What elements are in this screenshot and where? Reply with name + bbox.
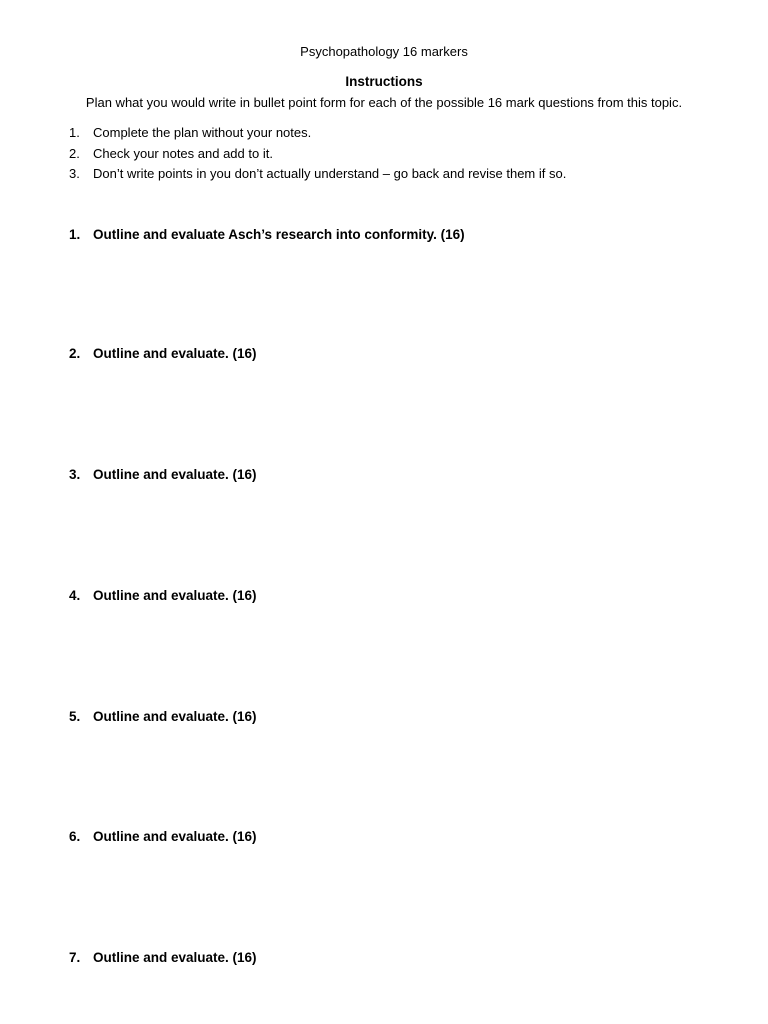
- step-text: Complete the plan without your notes.: [93, 125, 312, 140]
- question-text: Outline and evaluate Asch’s research into conformity. (16): [93, 227, 465, 242]
- question-item: [69, 345, 257, 363]
- instruction-step: [69, 124, 311, 142]
- instructions-heading: Instructions: [345, 74, 423, 89]
- question-text: Outline and evaluate. (16): [93, 709, 257, 724]
- question-text: Outline and evaluate. (16): [93, 829, 257, 844]
- instructions-intro: Plan what you would write in bullet point form for each of the possible 16 mark questions from this topic.: [85, 95, 683, 110]
- question-text: Outline and evaluate. (16): [93, 467, 257, 482]
- question-text: Outline and evaluate. (16): [93, 346, 257, 361]
- instruction-step: [69, 145, 273, 163]
- question-number: 1.: [69, 227, 81, 242]
- step-number: 2.: [69, 146, 80, 161]
- document-title: Psychopathology 16 markers: [300, 44, 468, 59]
- step-number: 3.: [69, 166, 80, 181]
- question-item: [69, 226, 465, 244]
- question-text: Outline and evaluate. (16): [93, 950, 257, 965]
- instruction-step: [69, 165, 566, 183]
- question-number: 5.: [69, 709, 81, 724]
- question-item: [69, 587, 257, 605]
- question-number: 3.: [69, 467, 81, 482]
- step-text: Check your notes and add to it.: [93, 146, 273, 161]
- question-item: [69, 466, 257, 484]
- question-text: Outline and evaluate. (16): [93, 588, 257, 603]
- question-number: 4.: [69, 588, 81, 603]
- step-number: 1.: [69, 125, 80, 140]
- question-number: 7.: [69, 950, 81, 965]
- question-number: 6.: [69, 829, 81, 844]
- question-item: [69, 949, 257, 967]
- question-item: [69, 828, 257, 846]
- step-text: Don’t write points in you don’t actually understand – go back and revise them if so.: [93, 166, 567, 181]
- question-item: [69, 708, 257, 726]
- question-number: 2.: [69, 346, 81, 361]
